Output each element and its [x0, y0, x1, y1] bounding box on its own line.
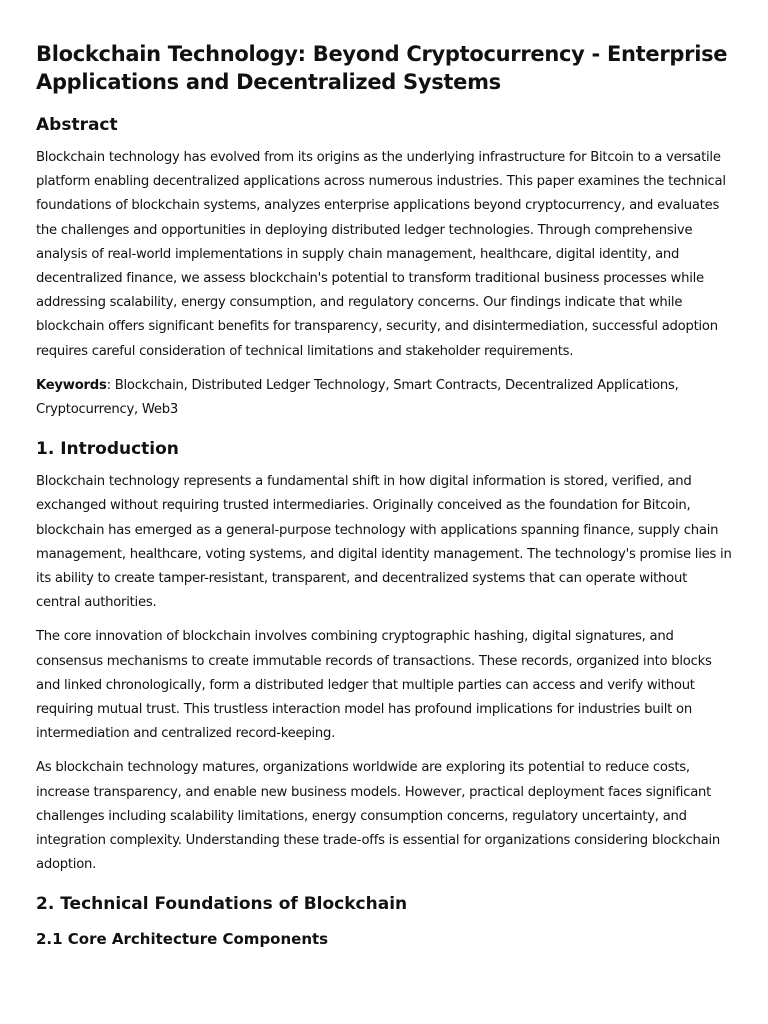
paper-title: Blockchain Technology: Beyond Cryptocurrency - Enterprise Applications and Decentralized Systems: [36, 42, 728, 94]
abstract-heading: Abstract: [36, 115, 118, 135]
keywords-text: Blockchain, Distributed Ledger Technology, Smart Contracts, Decentralized Applications, Cryptocurrency, Web3: [36, 377, 679, 418]
intro-paragraph-3: As blockchain technology matures, organizations worldwide are exploring its potential to reduce costs, increase transparency, and enable new business models. However, practical deployment faces significant challenges including scalability limitations, energy consumption concerns, regulatory uncertainty, and integration complexity. Understanding these trade-offs is essential for organizations considering blockchain adoption.: [36, 760, 721, 873]
section-2-1-heading: 2.1 Core Architecture Components: [36, 930, 329, 949]
technical-foundations-section: [36, 893, 732, 949]
intro-paragraph-2: The core innovation of blockchain involves combining cryptographic hashing, digital signatures, and consensus mechanisms to create immutable records of transactions. These records, organized into blocks and linked chronologically, form a distributed ledger that multiple parties can access and verify without requiring mutual trust. This trustless interaction model has profound implications for industries built on intermediation and centralized record-keeping.: [36, 629, 712, 742]
introduction-heading: 1. Introduction: [36, 439, 179, 460]
keywords-separator: :: [106, 377, 115, 393]
abstract-text: Blockchain technology has evolved from its origins as the underlying infrastructure for Bitcoin to a versatile platform enabling decentralized applications across numerous industries. This paper examines the technical foundations of blockchain systems, analyzes enterprise applications beyond cryptocurrency, and evaluates the challenges and opportunities in deploying distributed ledger technologies. Through comprehensive analysis of real-world implementations in supply chain management, healthcare, digital identity, and decentralized finance, we assess blockchain's potential to transform traditional business processes while addressing scalability, energy consumption, and regulatory concerns. Our findings indicate that while blockchain offers significant benefits for transparency, security, and disintermediation, successful adoption requires careful consideration of technical limitations and stakeholder requirements.: [36, 150, 726, 359]
introduction-section: [36, 438, 732, 877]
intro-paragraph-1: Blockchain technology represents a fundamental shift in how digital information is stored, verified, and exchanged without requiring trusted intermediaries. Originally conceived as the foundation for Bitcoin, blockchain has emerged as a general-purpose technology with applications spanning finance, supply chain management, healthcare, voting systems, and digital identity management. The technology's promise lies in its ability to create tamper-resistant, transparent, and decentralized systems that can operate without central authorities.: [36, 474, 732, 611]
keywords-line: [36, 374, 732, 422]
abstract-section: [36, 114, 732, 422]
section-2-heading: 2. Technical Foundations of Blockchain: [36, 894, 408, 915]
keywords-label: Keywords: [36, 377, 107, 393]
